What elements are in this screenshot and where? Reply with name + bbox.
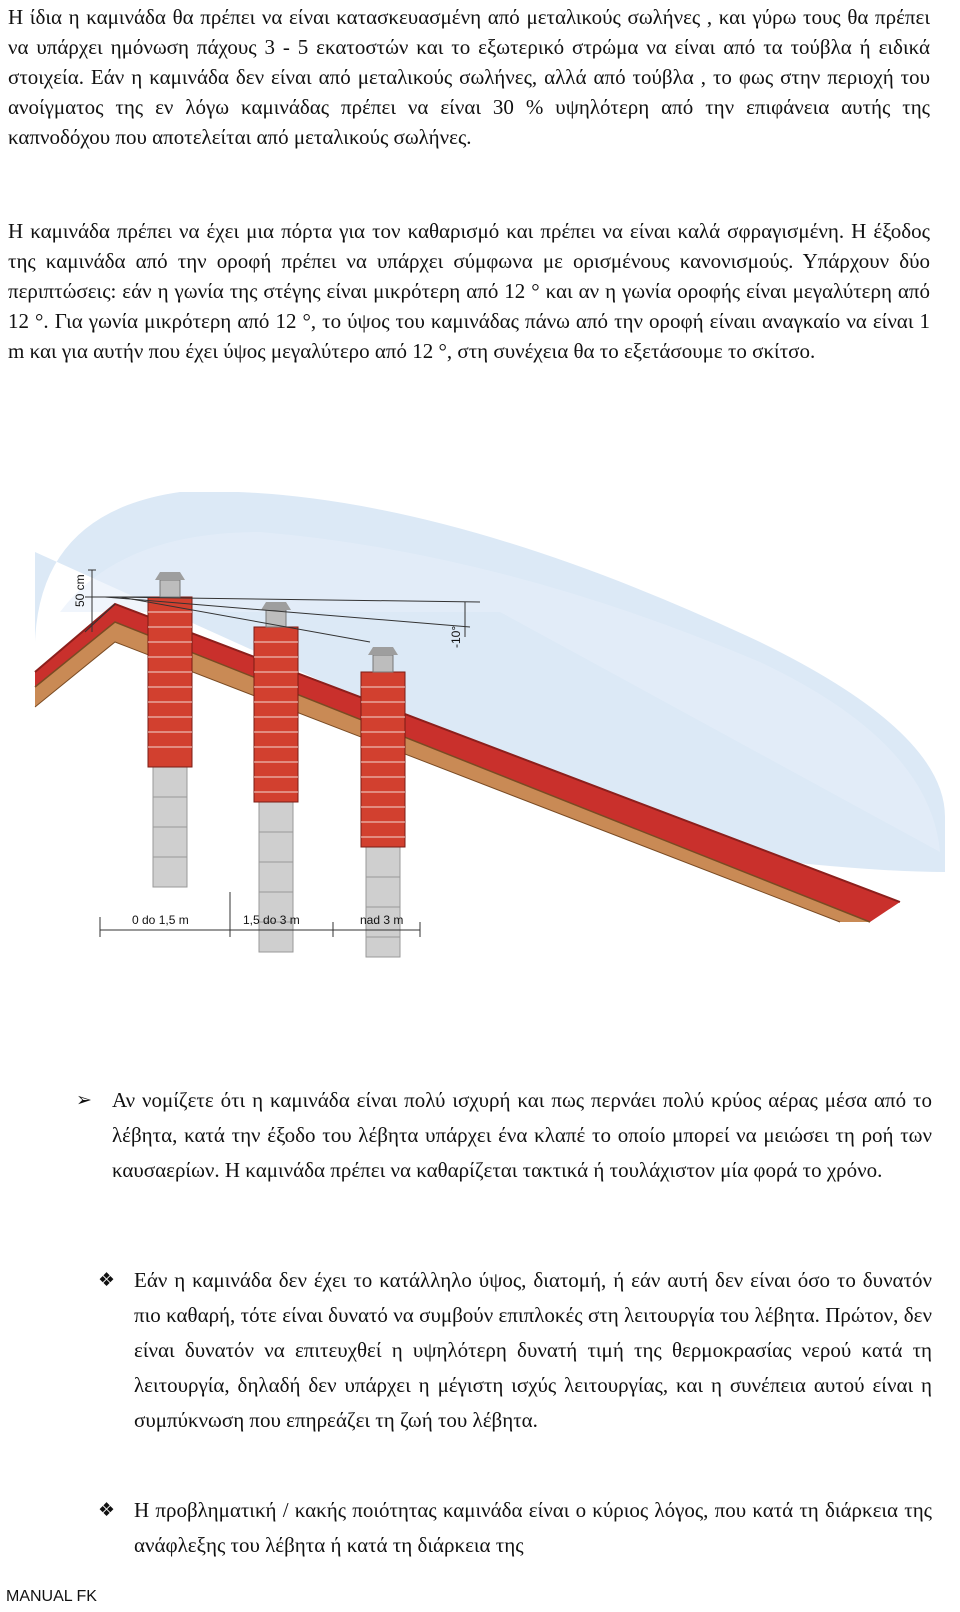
distance-label-3: nad 3 m <box>360 913 404 927</box>
chimney-middle <box>254 602 298 952</box>
bullet-text: Η προβληματική / κακής ποιότητας καμινάδα είναι ο κύριος λόγος, που κατά τη διάρκεια της ανάφλεξης του λέβητα ή κατά τη διάρκεια της <box>134 1498 932 1557</box>
bullet-item-height <box>98 1263 932 1438</box>
arrow-bullet-icon: ➢ <box>76 1089 92 1111</box>
diamond-bullet-icon: ❖ <box>98 1269 116 1291</box>
chimney-height-diagram <box>0 492 960 962</box>
distance-label-1: 0 do 1,5 m <box>132 913 189 927</box>
bullet-text: Αν νομίζετε ότι η καμινάδα είναι πολύ ισχυρή και πως περνάει πολύ κρύος αέρας μέσα από το λέβητα, κατά την έξοδο του λέβητα υπάρχει ένα κλαπέ το οποίο μπορεί να μειώσει τη ροή των καυσαερίων. Η καμινάδα πρέπει να καθαρίζεται τακτικά ή τουλάχιστον μία φορά το χρόνο. <box>112 1088 932 1182</box>
angle-label: -10° <box>449 625 463 648</box>
chimney-near-ridge <box>148 572 192 887</box>
footer-label: MANUAL FK <box>6 1588 97 1605</box>
chimney-low <box>361 647 405 957</box>
paragraph-intro: Η ίδια η καμινάδα θα πρέπει να είναι κατασκευασμένη από μεταλικούς σωλήνες , και γύρω τους θα πρέπει να υπάρχει ημόνωση πάχους 3 - 5 εκατοστών και το εξωτερικό στρώμα να είναι από τα τούβλα ή ειδικά στοιχεία. Εάν η καμινάδα δεν είναι από μεταλικούς σωλήνες, αλλά από τούβλα , το φως στην περιοχή του ανοίγματος της εν λόγω καμινάδας πρέπει να είναι 30 % υψηλότερη από την επιφάνεια αυτής της καπνοδόχου που αποτελείται από μεταλικούς σωλήνες. <box>8 5 930 149</box>
height-label: 50 cm <box>73 574 87 607</box>
bullet-item-quality <box>98 1493 932 1563</box>
distance-label-2: 1,5 do 3 m <box>243 913 300 927</box>
bullet-text: Εάν η καμινάδα δεν έχει το κατάλληλο ύψος, διατομή, ή εάν αυτή δεν είναι όσο το δυνατόν πιο καθαρή, τότε είναι δυνατό να συμβούν επιπλοκές στη λειτουργία του λέβητα. Πρώτον, δεν είναι δυνατόν να επιτευχθεί η υψηλότερη δυνατή τιμή της θερμοκρασίας νερού κατά τη λειτουργία, δηλαδή δεν υπάρχει η μέγιστη ισχύς λειτουργίας, και η συνέπεια αυτού είναι η συμπύκνωση που επηρεάζει τη ζωή του λέβητα. <box>134 1268 932 1432</box>
diamond-bullet-icon: ❖ <box>98 1499 116 1521</box>
bullet-item-draft <box>76 1083 932 1188</box>
paragraph-regulations: Η καμινάδα πρέπει να έχει μια πόρτα για τον καθαρισμό και πρέπει να είναι καλά σφραγισμένη. Η έξοδος της καμινάδα από την οροφή πρέπει να υπάρχει σύμφωνα με ορισμένους κανονισμούς. Υπάρχουν δύο περιπτώσεις: εάν η γωνία της στέγης είναι μικρότερη από 12 ° και αν η γωνία οροφής είναι μεγαλύτερη από 12 °. Για γωνία μικρότερη από 12 °, το ύψος του καμινάδας πάνω από την οροφή είναιι αναγκαίο να είναι 1 m και για αυτήν που έχει ύψος μεγαλύτερο από 12 °, στη συνέχεια θα το εξετάσουμε το σκίτσο. <box>8 219 930 363</box>
